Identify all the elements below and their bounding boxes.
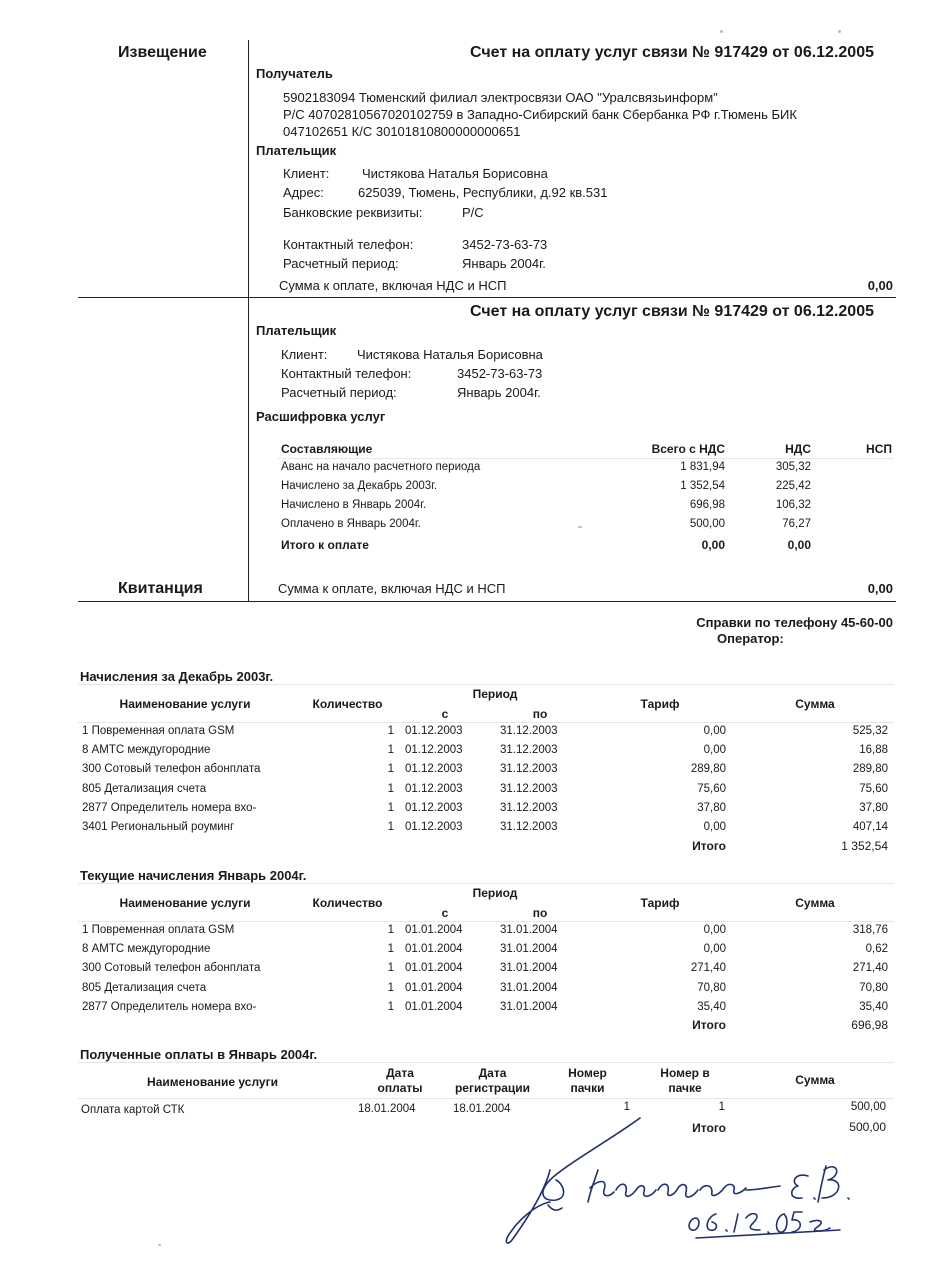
service-cell-from: 01.12.2003 [405,763,463,776]
jan-header-from: с [441,906,449,920]
service-cell-qty: 1 [387,962,394,975]
vertical-divider [248,40,249,602]
period-label: Расчетный период: [283,256,399,271]
receipt-phone-value: 3452-73-63-73 [457,366,543,381]
scan-speck [720,30,723,33]
recipient-line-3: 047102651 К/С 30101810800000000651 [283,124,521,139]
address-value: 625039, Тюмень, Республики, д.92 кв.531 [358,185,608,200]
notice-sum-label: Сумма к оплате, включая НДС и НСП [279,278,507,293]
dec-header-qty: Количество [312,697,383,711]
service-cell-name: 805 Детализация счета [82,981,207,994]
breakdown-header-nsp: НСП [866,442,892,456]
payments-box-top [78,1062,894,1063]
dec-header-from: с [441,707,449,721]
info-phone: Справки по телефону 45-60-00 [696,615,893,630]
service-cell-sum: 70,80 [859,981,888,994]
service-cell-tariff: 0,00 [703,924,726,936]
scan-speck [158,1244,161,1246]
service-cell-tariff: 0,00 [703,744,726,757]
pay-header-paydate-1: Дата [386,1066,414,1080]
jan-header-period: Период [472,886,518,900]
service-cell-name: 8 АМТС междугородние [82,744,211,757]
payment-cell-batch: 1 [623,1101,630,1113]
service-cell-name: 2877 Определитель номера вхо- [82,1000,257,1013]
service-cell-tariff: 0,00 [703,821,726,833]
receipt-title: Счет на оплату услуг связи № 917429 от 06.12.2005 [470,303,874,320]
service-cell-qty: 1 [387,924,394,936]
service-cell-from: 01.01.2004 [405,962,463,975]
service-cell-to: 31.01.2004 [500,924,558,936]
service-cell-qty: 1 [387,725,394,737]
receipt-client-value: Чистякова Наталья Борисовна [357,347,543,362]
january-title: Текущие начисления Январь 2004г. [80,868,307,883]
service-cell-from: 01.01.2004 [405,943,463,956]
dec-total-label: Итого [692,839,726,853]
jan-header-to: по [532,906,548,920]
service-cell-tariff: 289,80 [690,763,726,776]
scan-speck [838,30,841,33]
service-cell-to: 31.01.2004 [500,962,558,975]
receipt-period-label: Расчетный период: [281,385,397,400]
service-cell-to: 31.01.2004 [500,1000,558,1013]
receipt-client-label: Клиент: [281,347,328,362]
service-cell-qty: 1 [387,981,394,994]
breakdown-cell-total: 696,98 [689,499,725,511]
jan-header-qty: Количество [312,896,383,910]
payments-title: Полученные оплаты в Январь 2004г. [80,1047,318,1062]
notice-title: Счет на оплату услуг связи № 917429 от 06.12.2005 [470,44,874,61]
service-cell-qty: 1 [387,821,394,833]
service-cell-to: 31.01.2004 [500,943,558,956]
info-operator: Оператор: [717,631,784,646]
service-cell-from: 01.01.2004 [405,924,463,936]
service-cell-tariff: 271,40 [690,962,726,975]
pay-header-sum: Сумма [795,1073,835,1087]
phone-value: 3452-73-63-73 [462,237,548,252]
service-cell-name: 3401 Региональный роуминг [82,821,235,833]
breakdown-header-total: Всего с НДС [651,442,725,456]
breakdown-cell-name: Аванс на начало расчетного периода [281,461,481,473]
service-cell-to: 31.12.2003 [500,821,558,833]
recipient-line-1: 5902183094 Тюменский филиал электросвязи ОАО "Уралсвязьинформ" [283,90,718,105]
dec-header-name: Наименование услуги [119,697,251,711]
service-cell-qty: 1 [387,943,394,956]
receipt-payer-label: Плательщик [256,323,337,338]
client-value: Чистякова Наталья Борисовна [362,166,548,181]
breakdown-cell-vat: 305,32 [775,461,811,473]
breakdown-cell-vat: 76,27 [782,518,811,530]
service-cell-sum: 271,40 [852,962,888,975]
breakdown-total-vat: 0,00 [787,538,811,552]
service-cell-sum: 16,88 [859,744,888,757]
pay-header-regdate-1: Дата [478,1066,507,1080]
notice-label: Извещение [118,44,207,61]
pay-total-value: 500,00 [849,1120,886,1134]
service-cell-sum: 407,14 [852,821,888,833]
notice-sum-value: 0,00 [867,278,893,293]
service-cell-from: 01.12.2003 [405,725,463,737]
payment-cell-regdate: 18.01.2004 [453,1103,511,1115]
pay-header-batch-2: пачки [570,1081,605,1095]
receipt-sum-label: Сумма к оплате, включая НДС и НСП [278,581,506,596]
dec-header-tariff: Тариф [640,697,680,711]
service-cell-name: 1 Повременная оплата GSM [82,924,235,936]
payer-label: Плательщик [256,143,337,158]
section-divider [78,297,896,298]
pay-header-paydate-2: оплаты [377,1081,423,1095]
pay-header-rule [78,1098,894,1099]
payment-cell-paydate: 18.01.2004 [358,1103,416,1115]
recipient-label: Получатель [256,66,333,81]
service-cell-from: 01.12.2003 [405,782,463,795]
service-cell-from: 01.01.2004 [405,1000,463,1013]
pay-total-label: Итого [692,1121,726,1135]
jan-total-label: Итого [692,1018,726,1032]
breakdown-cell-name: Оплачено в Январь 2004г. [281,518,421,530]
service-cell-to: 31.01.2004 [500,981,558,994]
recipient-line-2: Р/С 40702810567020102759 в Западно-Сибирский банк Сбербанка РФ г.Тюмень БИК [283,107,797,122]
service-cell-sum: 525,32 [852,725,888,737]
service-cell-sum: 289,80 [852,763,888,776]
phone-label: Контактный телефон: [283,237,414,252]
receipt-period-value: Январь 2004г. [457,385,541,400]
january-box-top [78,883,894,884]
service-cell-name: 805 Детализация счета [82,782,207,795]
jan-header-tariff: Тариф [640,896,680,910]
service-cell-to: 31.12.2003 [500,763,558,776]
address-label: Адрес: [283,185,324,200]
december-box-top [78,684,894,685]
jan-header-name: Наименование услуги [119,896,251,910]
breakdown-cell-vat: 106,32 [775,499,811,511]
service-cell-from: 01.12.2003 [405,801,463,814]
service-cell-sum: 75,60 [859,782,888,795]
receipt-label: Квитанция [118,580,203,597]
jan-header-sum: Сумма [795,896,835,910]
breakdown-label: Расшифровка услуг [256,409,386,424]
service-cell-qty: 1 [387,1000,394,1013]
service-cell-qty: 1 [387,763,394,776]
dec-header-to: по [532,707,548,721]
handwritten-signature [490,1110,880,1250]
service-cell-tariff: 35,40 [697,1000,726,1013]
bank-value: Р/С [462,205,484,220]
december-title: Начисления за Декабрь 2003г. [80,669,274,684]
section-divider-bottom [78,601,896,602]
service-cell-to: 31.12.2003 [500,782,558,795]
service-cell-from: 01.01.2004 [405,981,463,994]
breakdown-header-components: Составляющие [281,442,373,456]
payment-cell-name: Оплата картой СТК [81,1104,185,1116]
service-cell-name: 300 Сотовый телефон абонплата [82,962,261,975]
service-cell-qty: 1 [387,801,394,814]
dec-total-value: 1 352,54 [841,839,888,853]
service-cell-to: 31.12.2003 [500,725,558,737]
pay-header-inbatch-2: пачке [668,1081,702,1095]
service-cell-to: 31.12.2003 [500,801,558,814]
breakdown-total-sum: 0,00 [701,538,725,552]
breakdown-cell-total: 1 352,54 [680,480,725,492]
service-cell-tariff: 70,80 [697,981,726,994]
breakdown-cell-name: Начислено за Декабрь 2003г. [281,480,438,492]
receipt-phone-label: Контактный телефон: [281,366,412,381]
breakdown-cell-total: 1 831,94 [680,461,725,473]
service-cell-name: 1 Повременная оплата GSM [82,725,235,737]
bank-label: Банковские реквизиты: [283,205,423,220]
breakdown-header-rule [278,458,894,459]
payment-cell-inbatch: 1 [718,1101,725,1113]
dec-header-rule [78,722,894,723]
service-cell-sum: 0,62 [865,943,888,956]
pay-header-inbatch-1: Номер в [660,1066,710,1080]
breakdown-total-label: Итого к оплате [281,538,369,552]
period-value: Январь 2004г. [462,256,546,271]
service-cell-sum: 318,76 [852,924,888,936]
scan-speck [578,526,582,528]
pay-header-regdate-2: регистрации [454,1081,531,1095]
service-cell-from: 01.12.2003 [405,744,463,757]
pay-header-batch-1: Номер [568,1066,607,1080]
service-cell-tariff: 75,60 [697,782,726,795]
jan-header-rule [78,921,894,922]
dec-header-sum: Сумма [795,697,835,711]
service-cell-tariff: 0,00 [703,725,726,737]
client-label: Клиент: [283,166,330,181]
breakdown-header-vat: НДС [785,442,811,456]
dec-header-period: Период [472,687,518,701]
service-cell-tariff: 0,00 [703,943,726,956]
breakdown-cell-vat: 225,42 [775,480,811,492]
service-cell-sum: 35,40 [859,1000,888,1013]
service-cell-name: 2877 Определитель номера вхо- [82,801,257,814]
service-cell-from: 01.12.2003 [405,821,463,833]
service-cell-to: 31.12.2003 [500,744,558,757]
service-cell-qty: 1 [387,782,394,795]
breakdown-cell-total: 500,00 [689,518,725,530]
service-cell-name: 8 АМТС междугородние [82,943,211,956]
service-cell-sum: 37,80 [859,801,888,814]
jan-total-value: 696,98 [851,1018,888,1032]
breakdown-cell-name: Начислено в Январь 2004г. [281,499,427,511]
receipt-sum-value: 0,00 [867,581,893,596]
service-cell-tariff: 37,80 [697,801,726,814]
payment-cell-sum: 500,00 [850,1101,886,1113]
pay-header-name: Наименование услуги [147,1075,278,1089]
service-cell-name: 300 Сотовый телефон абонплата [82,763,261,776]
service-cell-qty: 1 [387,744,394,757]
